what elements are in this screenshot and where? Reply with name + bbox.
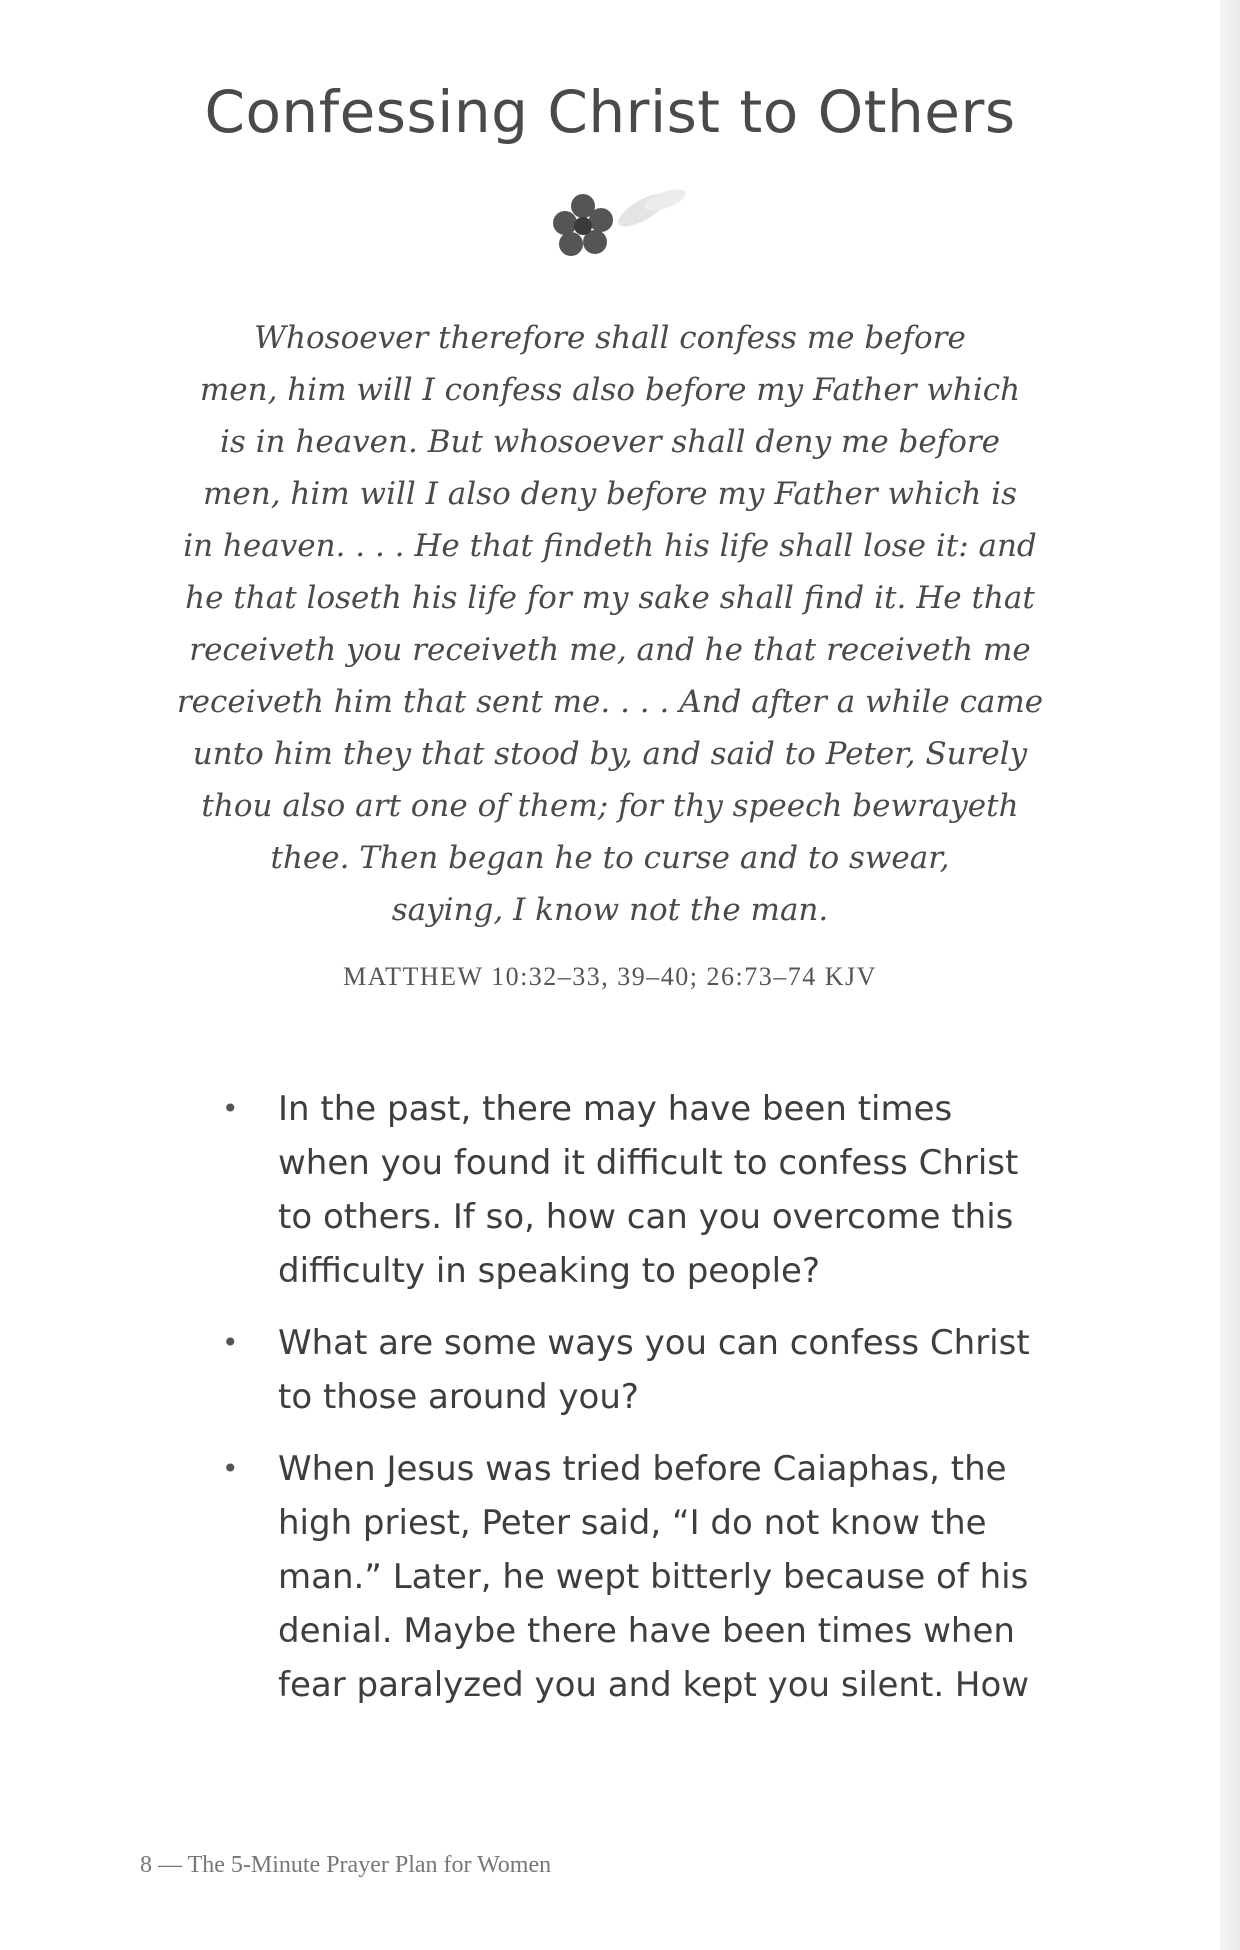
question-line: When Jesus was tried before Caiaphas, the [278, 1449, 1007, 1489]
flower-leaf-ornament-icon [525, 178, 695, 268]
bullet-icon: • [222, 1452, 239, 1485]
scripture-line: receiveth him that sent me. . . . And after a while came [176, 684, 1044, 720]
page-title: Confessing Christ to Others [204, 78, 1016, 146]
scripture-line: is in heaven. But whosoever shall deny me before [219, 424, 1001, 460]
question-line: to others. If so, how can you overcome this [278, 1197, 1014, 1237]
book-title: The 5-Minute Prayer Plan for Women [187, 1852, 552, 1878]
question-line: to those around you? [278, 1377, 639, 1417]
question-line: What are some ways you can confess Christ [278, 1323, 1030, 1363]
list-item [220, 1082, 1060, 1298]
bullet-icon: • [222, 1326, 239, 1359]
list-item [220, 1442, 1060, 1712]
question-line: high priest, Peter said, “I do not know the [278, 1503, 987, 1543]
scripture-reference: MATTHEW 10:32–33, 39–40; 26:73–74 KJV [343, 962, 877, 991]
scripture-line: thou also art one of them; for thy speech bewrayeth [201, 788, 1019, 824]
leaf-icon [614, 185, 689, 233]
scripture-line: Whosoever therefore shall confess me before [254, 320, 966, 356]
scripture-line: receiveth you receiveth me, and he that receiveth me [189, 632, 1031, 668]
footer-separator: — [158, 1852, 182, 1878]
scripture-line: thee. Then began he to curse and to swear, [270, 840, 950, 876]
question-line: denial. Maybe there have been times when [278, 1611, 1015, 1651]
page-edge-shadow [1220, 0, 1240, 1950]
scripture-line: in heaven. . . . He that findeth his life shall lose it: and [183, 528, 1037, 564]
bullet-icon: • [222, 1092, 239, 1125]
page-footer [140, 1852, 551, 1879]
scripture-passage [160, 312, 1060, 936]
scripture-line: saying, I know not the man. [391, 892, 829, 928]
question-line: difficulty in speaking to people? [278, 1251, 821, 1291]
reflection-questions-list [220, 1082, 1060, 1730]
scripture-line: unto him they that stood by, and said to Peter, Surely [192, 736, 1028, 772]
list-item [220, 1316, 1060, 1424]
page-number: 8 [140, 1852, 152, 1878]
scripture-line: men, him will I confess also before my Father which [199, 372, 1021, 408]
scripture-line: he that loseth his life for my sake shall find it. He that [185, 580, 1035, 616]
scripture-line: men, him will I also deny before my Father which is [203, 476, 1017, 512]
question-line: when you found it difficult to confess Christ [278, 1143, 1019, 1183]
question-line: fear paralyzed you and kept you silent. How [278, 1665, 1030, 1705]
flower-icon [553, 194, 613, 256]
question-line: In the past, there may have been times [278, 1089, 953, 1129]
question-line: man.” Later, he wept bitterly because of his [278, 1557, 1029, 1597]
